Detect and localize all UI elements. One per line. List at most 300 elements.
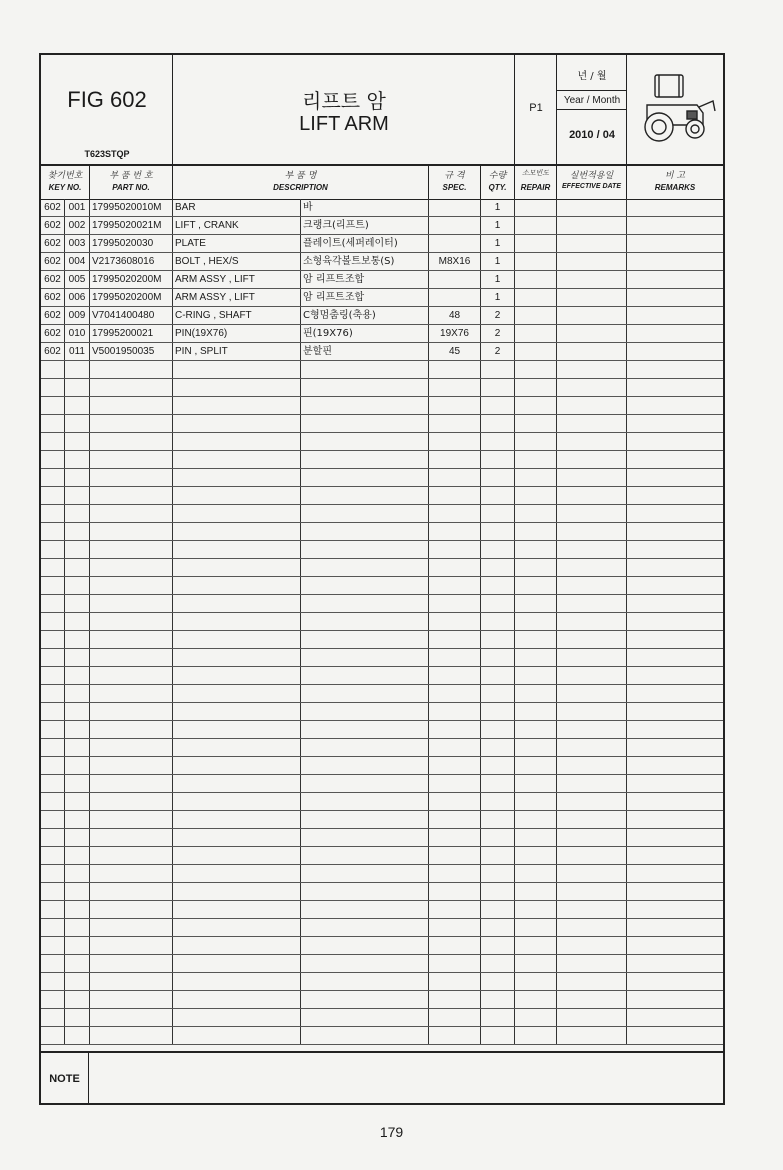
table-row (41, 487, 723, 505)
table-row (41, 235, 723, 253)
cell-spec: 48 (429, 307, 481, 324)
cell-rem (627, 361, 723, 378)
cell-part (90, 919, 173, 936)
cell-fig (41, 469, 65, 486)
col-description-ko: 부 품 명 (284, 171, 317, 181)
cell-fig (41, 973, 65, 990)
cell-qty: 1 (481, 217, 515, 234)
table-row (41, 451, 723, 469)
cell-key (65, 937, 90, 954)
col-repair-en: REPAIR (520, 183, 551, 192)
cell-en (173, 685, 301, 702)
cell-fig (41, 523, 65, 540)
table-row (41, 667, 723, 685)
cell-key (65, 379, 90, 396)
table-row (41, 955, 723, 973)
cell-rep (515, 235, 557, 252)
cell-ko (301, 883, 429, 900)
cell-rem (627, 793, 723, 810)
cell-rep (515, 955, 557, 972)
cell-key (65, 397, 90, 414)
year-month-korean: 년 / 월 (577, 71, 607, 82)
cell-eff (557, 559, 627, 576)
cell-spec (429, 739, 481, 756)
table-row (41, 469, 723, 487)
cell-rep (515, 361, 557, 378)
cell-fig (41, 397, 65, 414)
cell-fig (41, 955, 65, 972)
cell-fig (41, 991, 65, 1008)
cell-qty (481, 775, 515, 792)
cell-qty (481, 613, 515, 630)
cell-ko (301, 397, 429, 414)
cell-qty (481, 361, 515, 378)
cell-part (90, 739, 173, 756)
cell-en (173, 865, 301, 882)
cell-ko (301, 721, 429, 738)
cell-en (173, 793, 301, 810)
cell-rep (515, 397, 557, 414)
col-key-no-ko: 찾기번호 (47, 171, 83, 181)
table-row (41, 343, 723, 361)
cell-part (90, 811, 173, 828)
cell-rep (515, 703, 557, 720)
cell-part (90, 451, 173, 468)
cell-rem (627, 685, 723, 702)
cell-en (173, 505, 301, 522)
cell-qty (481, 1027, 515, 1044)
cell-eff (557, 955, 627, 972)
cell-en (173, 973, 301, 990)
cell-qty (481, 541, 515, 558)
col-spec (429, 164, 481, 199)
cell-spec (429, 523, 481, 540)
cell-en (173, 1009, 301, 1026)
table-row (41, 595, 723, 613)
cell-rep (515, 811, 557, 828)
cell-part (90, 487, 173, 504)
cell-rem (627, 901, 723, 918)
cell-ko (301, 901, 429, 918)
cell-rem (627, 451, 723, 468)
cell-en (173, 487, 301, 504)
cell-ko (301, 667, 429, 684)
cell-eff (557, 847, 627, 864)
cell-spec (429, 973, 481, 990)
cell-eff (557, 541, 627, 558)
table-row (41, 253, 723, 271)
cell-eff (557, 685, 627, 702)
cell-eff (557, 523, 627, 540)
cell-rep (515, 451, 557, 468)
cell-rem (627, 775, 723, 792)
table-row (41, 649, 723, 667)
cell-fig: 602 (41, 289, 65, 306)
col-repair-ko: 소모빈도 (521, 169, 550, 177)
cell-qty (481, 973, 515, 990)
cell-key (65, 433, 90, 450)
table-row (41, 631, 723, 649)
cell-eff (557, 649, 627, 666)
cell-rep (515, 631, 557, 648)
cell-fig (41, 361, 65, 378)
cell-fig (41, 685, 65, 702)
cell-ko: 암 리프트조합 (301, 289, 429, 306)
cell-eff (557, 595, 627, 612)
cell-eff (557, 235, 627, 252)
cell-key: 006 (65, 289, 90, 306)
cell-spec (429, 847, 481, 864)
table-row (41, 361, 723, 379)
cell-key: 004 (65, 253, 90, 270)
cell-part (90, 721, 173, 738)
cell-spec (429, 919, 481, 936)
col-part-no-ko: 부 품 번 호 (109, 171, 153, 181)
cell-spec (429, 631, 481, 648)
cell-rep (515, 199, 557, 216)
cell-key (65, 991, 90, 1008)
cell-eff (557, 865, 627, 882)
cell-spec: M8X16 (429, 253, 481, 270)
cell-qty (481, 559, 515, 576)
page-label: P1 (529, 102, 543, 114)
cell-rem (627, 991, 723, 1008)
cell-en (173, 613, 301, 630)
cell-qty (481, 721, 515, 738)
cell-spec (429, 649, 481, 666)
cell-rem (627, 613, 723, 630)
cell-ko (301, 1027, 429, 1044)
cell-en (173, 631, 301, 648)
cell-part (90, 793, 173, 810)
cell-key (65, 919, 90, 936)
cell-qty (481, 901, 515, 918)
cell-rep (515, 343, 557, 360)
model-code: T623STQP (84, 149, 130, 159)
cell-rem (627, 757, 723, 774)
cell-eff (557, 991, 627, 1008)
table-row (41, 559, 723, 577)
cell-part (90, 775, 173, 792)
cell-part (90, 1027, 173, 1044)
cell-qty (481, 415, 515, 432)
cell-eff (557, 397, 627, 414)
cell-en: BOLT , HEX/S (173, 253, 301, 270)
cell-rem (627, 937, 723, 954)
cell-key: 009 (65, 307, 90, 324)
cell-key (65, 973, 90, 990)
cell-key (65, 703, 90, 720)
cell-rep (515, 379, 557, 396)
cell-eff (557, 307, 627, 324)
cell-key (65, 793, 90, 810)
cell-rem (627, 649, 723, 666)
cell-rep (515, 487, 557, 504)
col-qty (481, 164, 515, 199)
cell-fig (41, 865, 65, 882)
cell-rep (515, 901, 557, 918)
cell-eff (557, 721, 627, 738)
cell-rem (627, 811, 723, 828)
cell-spec (429, 865, 481, 882)
cell-fig (41, 937, 65, 954)
cell-fig: 602 (41, 307, 65, 324)
table-row (41, 577, 723, 595)
cell-qty: 1 (481, 235, 515, 252)
cell-fig (41, 451, 65, 468)
col-part-no (90, 164, 173, 199)
cell-key (65, 415, 90, 432)
cell-eff (557, 613, 627, 630)
cell-fig (41, 595, 65, 612)
cell-spec (429, 901, 481, 918)
col-qty-en: QTY. (488, 183, 507, 192)
cell-qty: 1 (481, 289, 515, 306)
cell-spec (429, 487, 481, 504)
cell-en (173, 451, 301, 468)
cell-rep (515, 415, 557, 432)
cell-rep (515, 847, 557, 864)
cell-key (65, 469, 90, 486)
cell-part (90, 991, 173, 1008)
cell-fig (41, 649, 65, 666)
cell-rem (627, 667, 723, 684)
title-cell (173, 55, 515, 164)
cell-key (65, 451, 90, 468)
cell-en (173, 541, 301, 558)
cell-ko (301, 685, 429, 702)
cell-fig (41, 379, 65, 396)
cell-key (65, 1009, 90, 1026)
cell-spec (429, 937, 481, 954)
cell-en (173, 739, 301, 756)
cell-qty (481, 469, 515, 486)
col-spec-en: SPEC. (442, 183, 467, 192)
fig-cell (41, 55, 173, 164)
note-section (41, 1051, 723, 1105)
cell-en (173, 523, 301, 540)
cell-key (65, 775, 90, 792)
cell-spec: 45 (429, 343, 481, 360)
cell-rem (627, 865, 723, 882)
cell-spec (429, 361, 481, 378)
cell-eff (557, 829, 627, 846)
cell-spec (429, 289, 481, 306)
cell-fig (41, 757, 65, 774)
cell-part: 17995020030 (90, 235, 173, 252)
cell-rep (515, 649, 557, 666)
cell-part (90, 649, 173, 666)
cell-key: 002 (65, 217, 90, 234)
table-row (41, 307, 723, 325)
cell-part (90, 541, 173, 558)
cell-rem (627, 271, 723, 288)
cell-key (65, 487, 90, 504)
cell-ko: 분할핀 (301, 343, 429, 360)
cell-rep (515, 595, 557, 612)
cell-ko (301, 541, 429, 558)
cell-qty (481, 397, 515, 414)
year-month-value: 2010 / 04 (569, 129, 615, 141)
cell-key: 003 (65, 235, 90, 252)
cell-ko (301, 919, 429, 936)
cell-rep (515, 667, 557, 684)
cell-eff (557, 739, 627, 756)
cell-fig (41, 703, 65, 720)
cell-fig (41, 415, 65, 432)
cell-eff (557, 271, 627, 288)
cell-qty (481, 667, 515, 684)
cell-eff (557, 253, 627, 270)
cell-part (90, 595, 173, 612)
cell-part (90, 685, 173, 702)
cell-part (90, 703, 173, 720)
cell-qty (481, 883, 515, 900)
table-row (41, 775, 723, 793)
cell-rep (515, 757, 557, 774)
cell-key (65, 631, 90, 648)
cell-rep (515, 253, 557, 270)
cell-fig: 602 (41, 235, 65, 252)
cell-rem (627, 433, 723, 450)
cell-part (90, 937, 173, 954)
cell-rep (515, 469, 557, 486)
cell-spec (429, 415, 481, 432)
cell-key (65, 955, 90, 972)
cell-qty (481, 703, 515, 720)
cell-en (173, 757, 301, 774)
cell-part (90, 631, 173, 648)
cell-spec (429, 397, 481, 414)
cell-fig (41, 739, 65, 756)
cell-eff (557, 883, 627, 900)
cell-eff (557, 919, 627, 936)
cell-rem (627, 235, 723, 252)
cell-ko (301, 595, 429, 612)
cell-spec (429, 703, 481, 720)
cell-key: 001 (65, 199, 90, 216)
col-qty-ko: 수량 (488, 171, 507, 181)
cell-spec (429, 613, 481, 630)
cell-part (90, 973, 173, 990)
cell-en (173, 649, 301, 666)
cell-fig (41, 631, 65, 648)
cell-ko (301, 559, 429, 576)
cell-en (173, 397, 301, 414)
cell-fig (41, 721, 65, 738)
cell-qty (481, 955, 515, 972)
cell-key: 011 (65, 343, 90, 360)
cell-en (173, 883, 301, 900)
cell-en: PLATE (173, 235, 301, 252)
cell-rep (515, 721, 557, 738)
cell-rep (515, 919, 557, 936)
cell-rep (515, 559, 557, 576)
table-row (41, 919, 723, 937)
cell-spec (429, 811, 481, 828)
cell-eff (557, 415, 627, 432)
note-label: NOTE (41, 1053, 89, 1105)
table-row (41, 217, 723, 235)
cell-eff (557, 775, 627, 792)
cell-qty (481, 631, 515, 648)
cell-qty (481, 685, 515, 702)
cell-fig (41, 505, 65, 522)
cell-en (173, 721, 301, 738)
cell-fig: 602 (41, 253, 65, 270)
cell-ko: 핀(19X76) (301, 325, 429, 342)
cell-en (173, 991, 301, 1008)
cell-qty: 2 (481, 343, 515, 360)
cell-eff (557, 667, 627, 684)
header (41, 55, 723, 166)
cell-en (173, 667, 301, 684)
column-header (41, 164, 723, 200)
cell-ko (301, 451, 429, 468)
cell-rem (627, 973, 723, 990)
cell-en (173, 433, 301, 450)
cell-rem (627, 307, 723, 324)
cell-qty: 1 (481, 253, 515, 270)
table-row (41, 379, 723, 397)
cell-spec (429, 685, 481, 702)
cell-part: V5001950035 (90, 343, 173, 360)
table-row (41, 325, 723, 343)
cell-eff (557, 631, 627, 648)
cell-fig (41, 919, 65, 936)
table-row (41, 433, 723, 451)
cell-rem (627, 739, 723, 756)
cell-part (90, 955, 173, 972)
cell-rep (515, 865, 557, 882)
cell-ko: 플레이트(세퍼레이터) (301, 235, 429, 252)
cell-rem (627, 253, 723, 270)
cell-rem (627, 325, 723, 342)
cell-eff (557, 361, 627, 378)
table-row (41, 991, 723, 1009)
table-row (41, 271, 723, 289)
cell-fig (41, 667, 65, 684)
cell-key (65, 667, 90, 684)
cell-spec (429, 235, 481, 252)
cell-qty: 1 (481, 271, 515, 288)
cell-key: 010 (65, 325, 90, 342)
cell-en: ARM ASSY , LIFT (173, 289, 301, 306)
cell-en (173, 775, 301, 792)
cell-ko (301, 757, 429, 774)
cell-part (90, 883, 173, 900)
cell-part: 17995020010M (90, 199, 173, 216)
cell-fig (41, 775, 65, 792)
cell-key: 005 (65, 271, 90, 288)
cell-en: PIN(19X76) (173, 325, 301, 342)
cell-part: 17995020200M (90, 289, 173, 306)
cell-rem (627, 397, 723, 414)
cell-rem (627, 955, 723, 972)
cell-rep (515, 505, 557, 522)
cell-eff (557, 901, 627, 918)
cell-ko (301, 577, 429, 594)
cell-eff (557, 379, 627, 396)
cell-qty (481, 595, 515, 612)
cell-part (90, 829, 173, 846)
cell-ko: 소형육각볼트보통(S) (301, 253, 429, 270)
table-row (41, 811, 723, 829)
cell-fig (41, 829, 65, 846)
cell-spec (429, 829, 481, 846)
cell-part (90, 379, 173, 396)
cell-qty (481, 919, 515, 936)
